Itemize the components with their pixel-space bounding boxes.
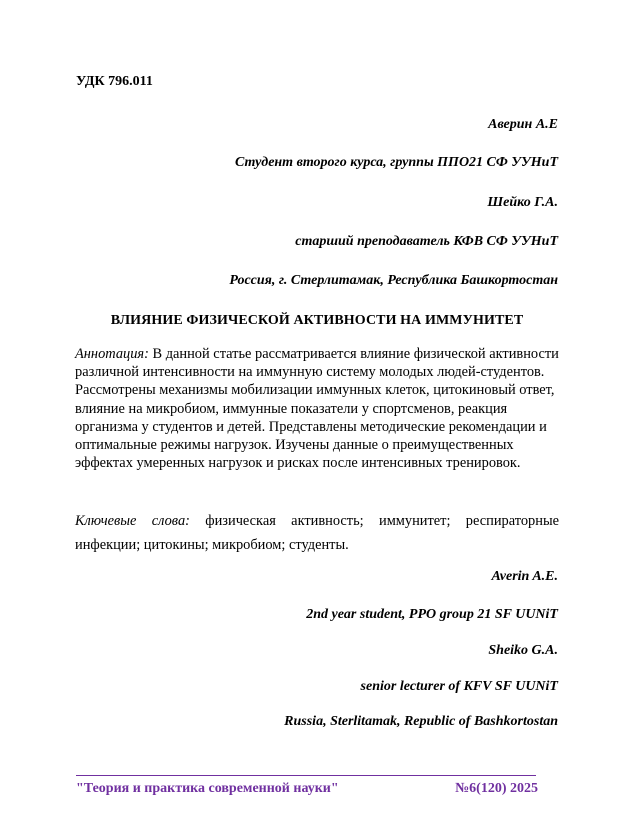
author2-en: Sheiko G.A. [488,643,558,658]
abstract [75,345,559,472]
keywords-text: физическая активность; иммунитет; респираторные инфекции; цитокины; микробиом; студенты. [75,513,559,553]
abstract-text: В данной статье рассматривается влияние физической активности различной интенсивности на иммунную систему молодых людей-студентов. Рассмотрены механизмы мобилизации иммунных клеток, цитокиновый ответ, влияние на микробиом, иммунные показатели у спортсменов, реакция организма у студентов и детей. Представлены методические рекомендации и оптимальные режимы нагрузок. Изучены данные о преимущественных эффектах умеренных нагрузок и рисках после интенсивных тренировок. [75,346,559,472]
location-en: Russia, Sterlitamak, Republic of Bashkortostan [284,714,558,729]
udk-code: УДК 796.011 [76,74,153,89]
keywords [75,509,559,557]
author2-position-en: senior lecturer of KFV SF UUNiT [360,679,558,694]
article-title: ВЛИЯНИЕ ФИЗИЧЕСКОЙ АКТИВНОСТИ НА ИММУНИТЕТ [110,313,524,328]
author2-ru: Шейко Г.А. [487,195,558,210]
author1-position-en: 2nd year student, PPO group 21 SF UUNiT [306,607,558,622]
footer-issue-number: №6(120) 2025 [455,781,538,796]
footer-journal-name: "Теория и практика современной науки" [76,781,339,796]
author1-en: Averin A.E. [491,569,558,584]
footer-divider [76,775,536,776]
abstract-label: Аннотация: [75,346,149,362]
author2-position-ru: старший преподаватель КФВ СФ УУНиТ [295,234,558,249]
keywords-label: Ключевые слова: [75,513,190,529]
author1-ru: Аверин А.Е [488,117,558,132]
author1-position-ru: Студент второго курса, группы ППО21 СФ УУНиТ [235,155,558,170]
location-ru: Россия, г. Стерлитамак, Республика Башкортостан [229,273,558,288]
